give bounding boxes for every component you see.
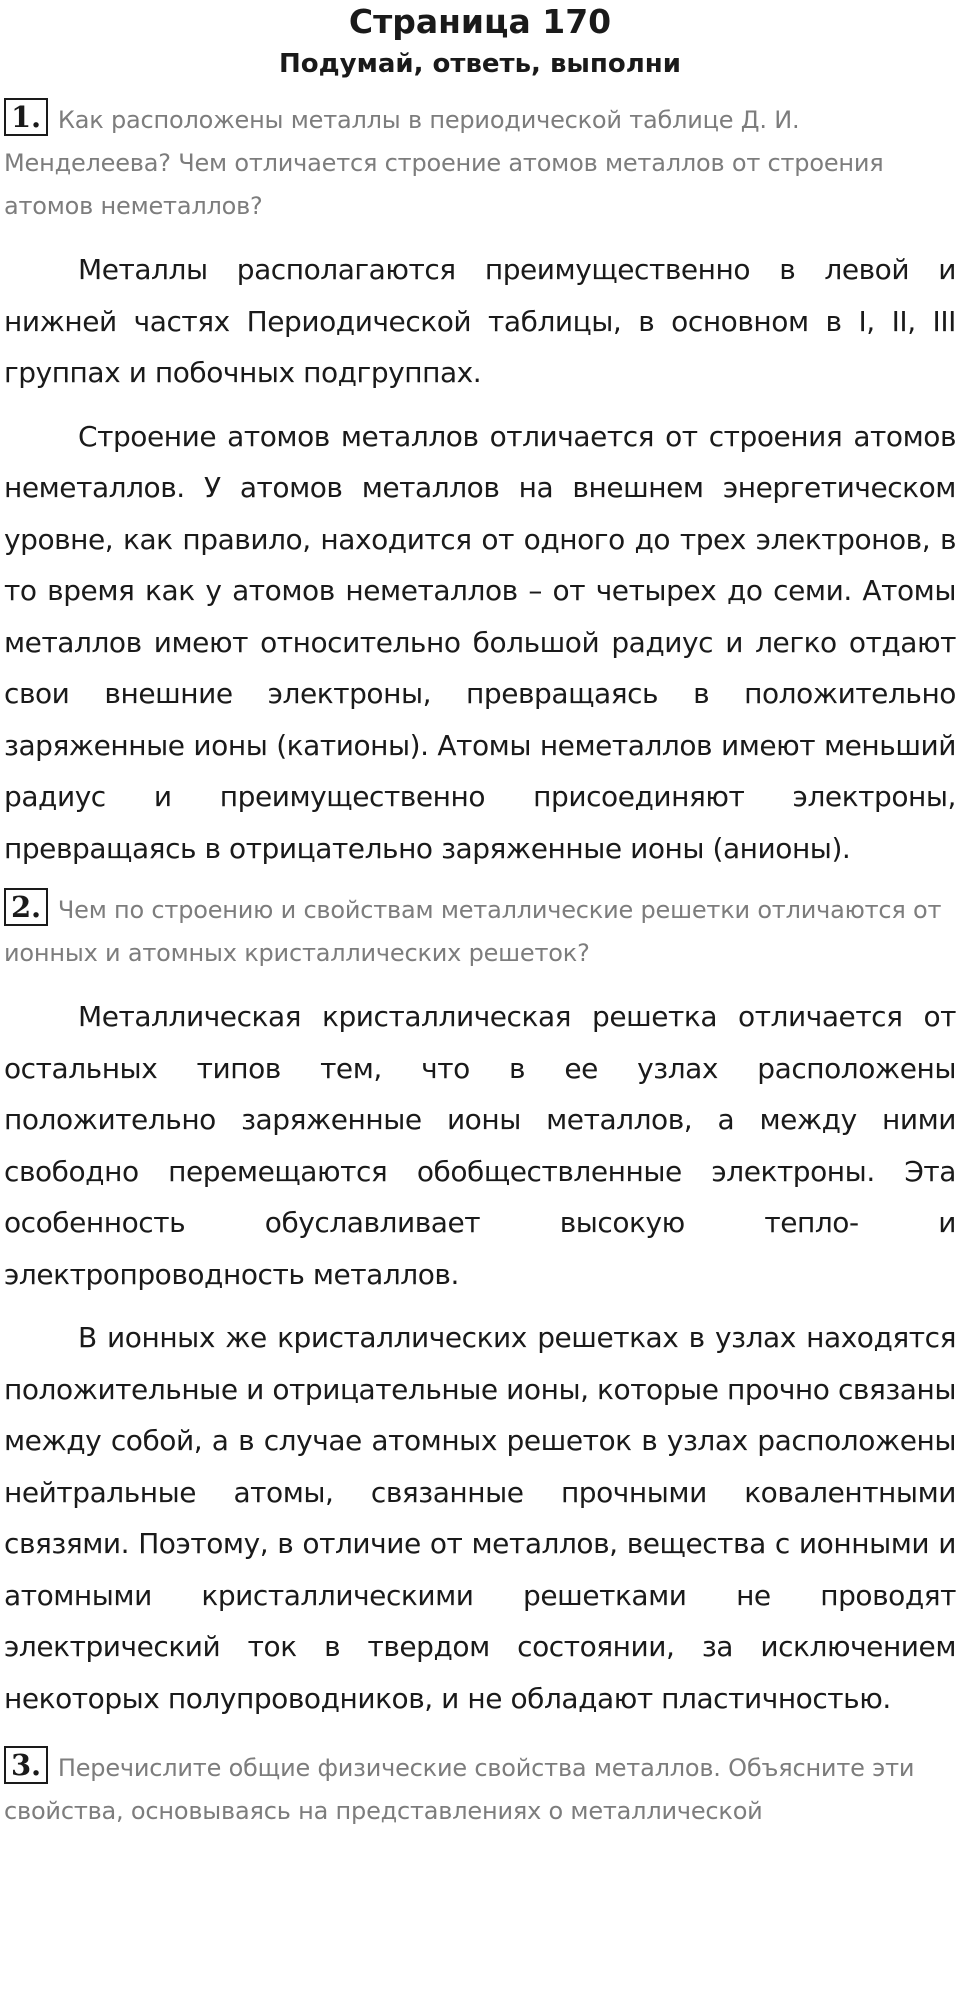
question-1 [4,98,956,228]
page-subtitle: Подумай, ответь, выполни [279,49,681,79]
task-number-badge: 3. [4,1746,48,1784]
question-text: Перечислите общие физические свойства металлов. Объясните эти свойства, основываясь на представлениях о металлической [4,1754,915,1825]
task-2 [4,888,956,1724]
answer-paragraph: Строение атомов металлов отличается от строения атомов неметаллов. У атомов металлов на внешнем энергетическом уровне, как правило, находится от одного до трех электронов, в то время как у атомов неметаллов – от четырех до семи. Атомы металлов имеют относительно большой радиус и легко отдают свои внешние электроны, превращаясь в положительно заряженные ионы (катионы). Атомы неметаллов имеют меньший радиус и преимущественно присоединяют электроны, превращаясь в отрицательно заряженные ионы (анионы). [4,419,956,865]
answer-paragraph: Металлическая кристаллическая решетка отличается от остальных типов тем, что в ее узлах расположены положительно заряженные ионы металлов, а между ними свободно перемещаются обобществленные электроны. Эта особенность обуславливает высокую тепло- и электропроводность металлов. [4,1000,956,1291]
answer-paragraph: В ионных же кристаллических решетках в узлах находятся положительные и отрицательные ионы, которые прочно связаны между собой, а в случае атомных решеток в узлах расположены нейтральные атомы, связанные прочными ковалентными связями. Поэтому, в отличие от металлов, вещества с ионными и атомными кристаллическими решетками не проводят электрический ток в твердом состоянии, за исключением некоторых полупроводников, и не обладают пластичностью. [4,1321,956,1715]
question-3 [4,1746,956,1833]
question-text: Как расположены металлы в периодической таблице Д. И. Менделеева? Чем отличается строение атомов металлов от строения атомов неметаллов? [4,106,884,220]
task-number-badge: 2. [4,888,48,926]
page-title: Страница 170 [348,2,612,41]
answer-paragraph: Металлы располагаются преимущественно в левой и нижней частях Периодической таблицы, в основном в I, II, III группах и побочных подгруппах. [4,253,956,389]
question-2 [4,888,956,975]
question-text: Чем по строению и свойствам металлические решетки отличаются от ионных и атомных кристаллических решеток? [4,896,942,967]
task-3 [4,1746,956,1833]
task-1 [4,98,956,874]
task-number-badge: 1. [4,98,48,136]
